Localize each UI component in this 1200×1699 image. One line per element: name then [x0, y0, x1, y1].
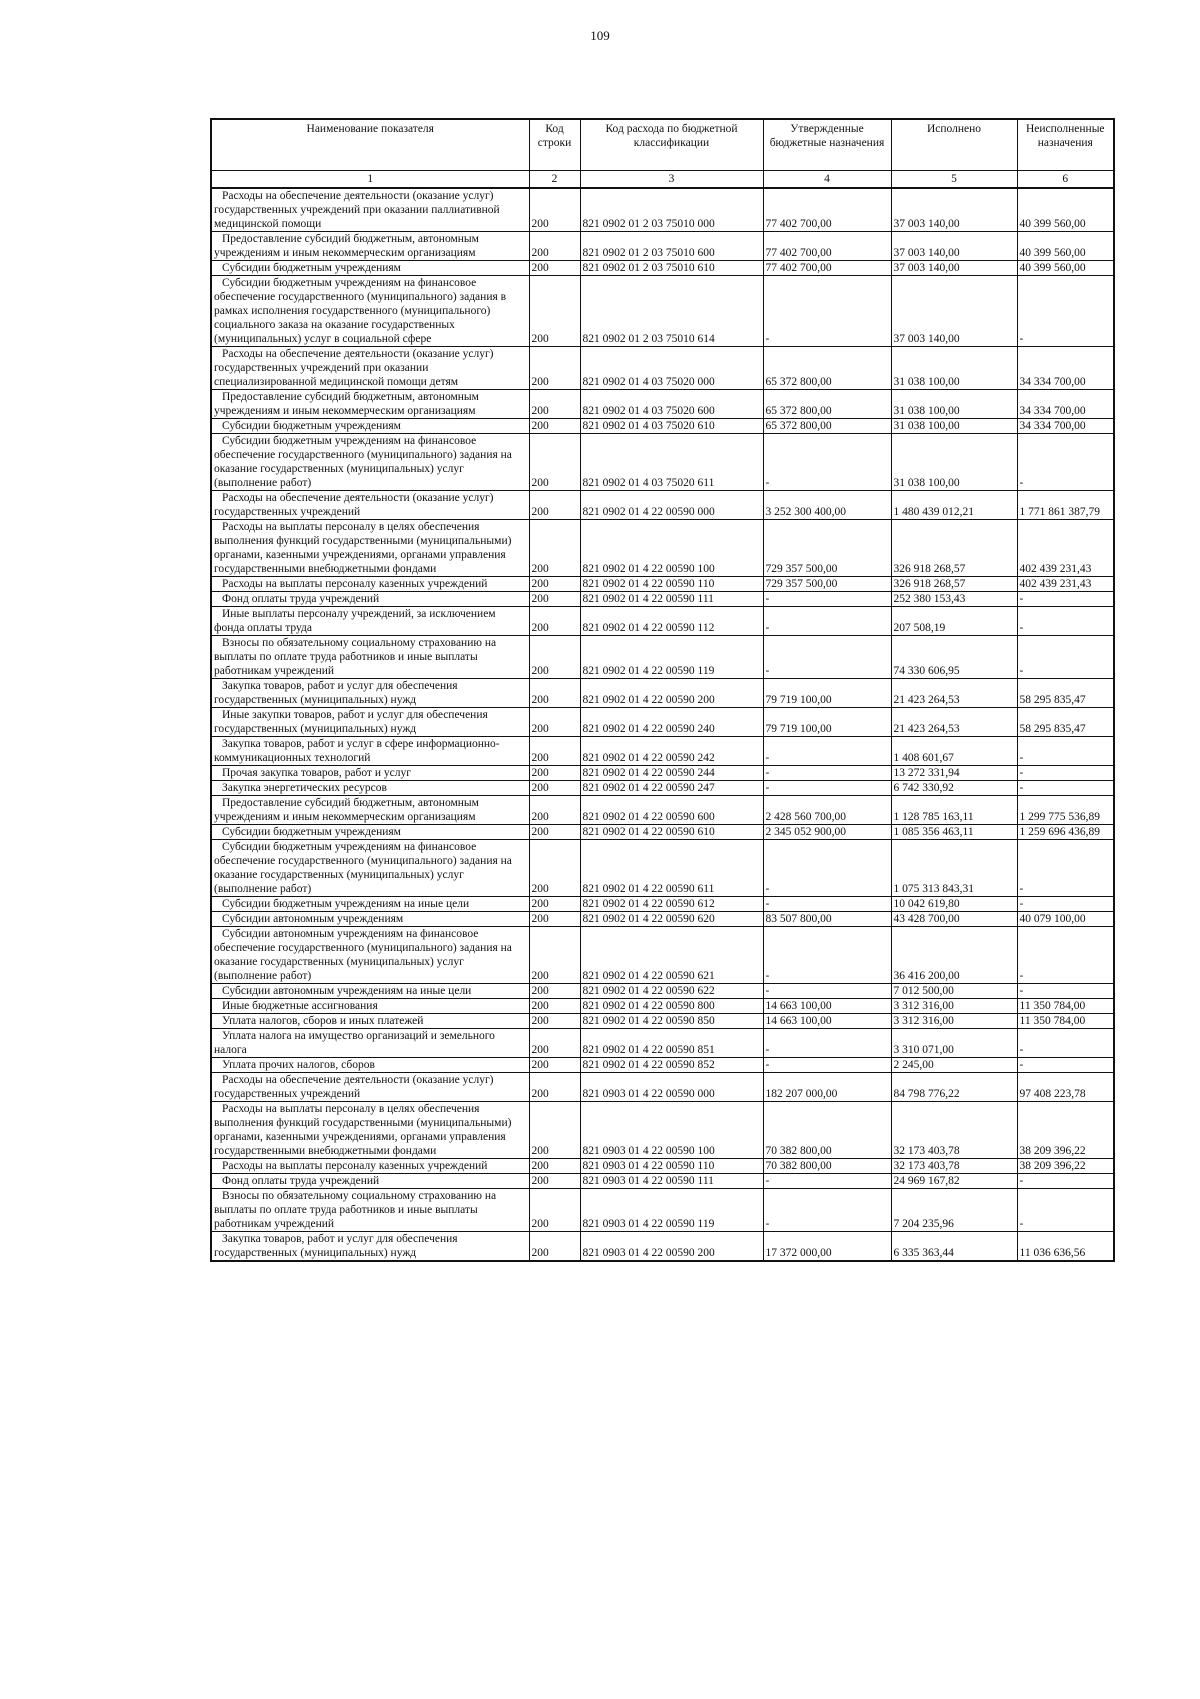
row-executed-cell: 37 003 140,00: [891, 276, 1017, 347]
row-unexecuted-cell: -: [1017, 840, 1114, 897]
table-row: [211, 796, 1114, 825]
table-row: [211, 1058, 1114, 1073]
row-unexecuted-cell: 40 399 560,00: [1017, 232, 1114, 261]
row-name-cell: Расходы на обеспечение деятельности (оказание услуг) государственных учреждений при оказании паллиативной медицинской помощи: [211, 188, 529, 232]
row-name-cell: Закупка товаров, работ и услуг в сфере информационно-коммуникационных технологий: [211, 737, 529, 766]
row-executed-cell: 2 245,00: [891, 1058, 1017, 1073]
row-name-cell: Предоставление субсидий бюджетным, автономным учреждениям и иным некоммерческим организациям: [211, 232, 529, 261]
column-header-executed: Исполнено: [891, 119, 1017, 171]
row-name-cell: Иные выплаты персоналу учреждений, за исключением фонда оплаты труда: [211, 607, 529, 636]
budget-execution-table: [210, 118, 1115, 1262]
row-code-cell: 200: [529, 1174, 580, 1189]
row-kbk-cell: 821 0903 01 4 22 00590 100: [580, 1102, 763, 1159]
row-code-cell: 200: [529, 636, 580, 679]
row-kbk-cell: 821 0903 01 4 22 00590 119: [580, 1189, 763, 1232]
row-kbk-cell: 821 0902 01 4 22 00590 110: [580, 577, 763, 592]
row-unexecuted-cell: -: [1017, 276, 1114, 347]
row-unexecuted-cell: -: [1017, 434, 1114, 491]
table-row: [211, 1159, 1114, 1174]
row-approved-cell: -: [763, 434, 891, 491]
row-unexecuted-cell: -: [1017, 1174, 1114, 1189]
row-kbk-cell: 821 0902 01 4 22 00590 240: [580, 708, 763, 737]
row-kbk-cell: 821 0902 01 2 03 75010 610: [580, 261, 763, 276]
row-name-cell: Прочая закупка товаров, работ и услуг: [211, 766, 529, 781]
row-approved-cell: 77 402 700,00: [763, 232, 891, 261]
table-row: [211, 1189, 1114, 1232]
row-code-cell: 200: [529, 1102, 580, 1159]
row-kbk-cell: 821 0902 01 4 22 00590 200: [580, 679, 763, 708]
table-row: [211, 434, 1114, 491]
row-kbk-cell: 821 0902 01 4 22 00590 612: [580, 897, 763, 912]
row-name-cell: Фонд оплаты труда учреждений: [211, 592, 529, 607]
table-row: [211, 232, 1114, 261]
row-code-cell: 200: [529, 927, 580, 984]
row-name-cell: Иные бюджетные ассигнования: [211, 999, 529, 1014]
row-code-cell: 200: [529, 737, 580, 766]
row-unexecuted-cell: -: [1017, 607, 1114, 636]
row-name-cell: Уплата налога на имущество организаций и земельного налога: [211, 1029, 529, 1058]
row-name-cell: Фонд оплаты труда учреждений: [211, 1174, 529, 1189]
row-kbk-cell: 821 0902 01 2 03 75010 000: [580, 188, 763, 232]
row-approved-cell: 70 382 800,00: [763, 1102, 891, 1159]
row-executed-cell: 7 204 235,96: [891, 1189, 1017, 1232]
row-kbk-cell: 821 0902 01 2 03 75010 614: [580, 276, 763, 347]
row-name-cell: Субсидии бюджетным учреждениям на финансовое обеспечение государственного (муниципального) задания в рамках исполнения государственного (муниципального) социального заказа на оказание государственных (муниципальных) услуг в социальной сфере: [211, 276, 529, 347]
row-kbk-cell: 821 0902 01 4 22 00590 244: [580, 766, 763, 781]
row-code-cell: 200: [529, 825, 580, 840]
row-executed-cell: 32 173 403,78: [891, 1159, 1017, 1174]
row-code-cell: 200: [529, 999, 580, 1014]
row-executed-cell: 7 012 500,00: [891, 984, 1017, 999]
row-code-cell: 200: [529, 912, 580, 927]
row-approved-cell: 729 357 500,00: [763, 520, 891, 577]
table-row: [211, 1232, 1114, 1262]
row-unexecuted-cell: -: [1017, 1029, 1114, 1058]
row-approved-cell: -: [763, 276, 891, 347]
column-number: 4: [763, 171, 891, 189]
row-unexecuted-cell: 402 439 231,43: [1017, 520, 1114, 577]
row-name-cell: Расходы на выплаты персоналу в целях обеспечения выполнения функций государственными (муниципальными) органами, казенными учреждениями, органами управления государственными внебюджетными фондами: [211, 1102, 529, 1159]
row-code-cell: 200: [529, 1014, 580, 1029]
row-kbk-cell: 821 0902 01 4 22 00590 611: [580, 840, 763, 897]
row-approved-cell: 3 252 300 400,00: [763, 491, 891, 520]
table-row: [211, 607, 1114, 636]
row-approved-cell: 65 372 800,00: [763, 419, 891, 434]
row-name-cell: Закупка товаров, работ и услуг для обеспечения государственных (муниципальных) нужд: [211, 1232, 529, 1262]
row-unexecuted-cell: 34 334 700,00: [1017, 419, 1114, 434]
row-unexecuted-cell: -: [1017, 897, 1114, 912]
column-number: 1: [211, 171, 529, 189]
row-executed-cell: 31 038 100,00: [891, 390, 1017, 419]
table-row: [211, 520, 1114, 577]
row-name-cell: Взносы по обязательному социальному страхованию на выплаты по оплате труда работников и иные выплаты работникам учреждений: [211, 636, 529, 679]
row-unexecuted-cell: -: [1017, 781, 1114, 796]
row-approved-cell: 65 372 800,00: [763, 347, 891, 390]
row-name-cell: Предоставление субсидий бюджетным, автономным учреждениям и иным некоммерческим организациям: [211, 796, 529, 825]
row-executed-cell: 6 335 363,44: [891, 1232, 1017, 1262]
table-row: [211, 912, 1114, 927]
row-unexecuted-cell: -: [1017, 984, 1114, 999]
table-row: [211, 1029, 1114, 1058]
row-name-cell: Расходы на обеспечение деятельности (оказание услуг) государственных учреждений: [211, 491, 529, 520]
row-code-cell: 200: [529, 1232, 580, 1262]
table-row: [211, 737, 1114, 766]
row-kbk-cell: 821 0902 01 4 22 00590 620: [580, 912, 763, 927]
table-row: [211, 592, 1114, 607]
table-row: [211, 825, 1114, 840]
row-code-cell: 200: [529, 679, 580, 708]
table-body: [211, 188, 1114, 1261]
row-executed-cell: 10 042 619,80: [891, 897, 1017, 912]
row-executed-cell: 1 408 601,67: [891, 737, 1017, 766]
row-executed-cell: 32 173 403,78: [891, 1102, 1017, 1159]
row-unexecuted-cell: -: [1017, 1058, 1114, 1073]
column-number: 6: [1017, 171, 1114, 189]
table-row: [211, 679, 1114, 708]
row-approved-cell: 14 663 100,00: [763, 1014, 891, 1029]
row-kbk-cell: 821 0902 01 4 22 00590 100: [580, 520, 763, 577]
row-executed-cell: 84 798 776,22: [891, 1073, 1017, 1102]
row-executed-cell: 252 380 153,43: [891, 592, 1017, 607]
table-row: [211, 347, 1114, 390]
row-name-cell: Субсидии бюджетным учреждениям: [211, 261, 529, 276]
row-code-cell: 200: [529, 1058, 580, 1073]
row-approved-cell: -: [763, 1174, 891, 1189]
row-approved-cell: 65 372 800,00: [763, 390, 891, 419]
row-executed-cell: 21 423 264,53: [891, 679, 1017, 708]
row-name-cell: Закупка энергетических ресурсов: [211, 781, 529, 796]
row-unexecuted-cell: -: [1017, 927, 1114, 984]
row-kbk-cell: 821 0902 01 4 22 00590 247: [580, 781, 763, 796]
row-unexecuted-cell: 40 399 560,00: [1017, 188, 1114, 232]
column-header-approved: Утвержденные бюджетные назначения: [763, 119, 891, 171]
column-header-unexecuted: Неисполненные назначения: [1017, 119, 1114, 171]
table-row: [211, 1073, 1114, 1102]
row-code-cell: 200: [529, 1189, 580, 1232]
row-code-cell: 200: [529, 419, 580, 434]
row-name-cell: Субсидии автономным учреждениям на иные цели: [211, 984, 529, 999]
table-row: [211, 999, 1114, 1014]
row-unexecuted-cell: 1 259 696 436,89: [1017, 825, 1114, 840]
row-approved-cell: 70 382 800,00: [763, 1159, 891, 1174]
row-executed-cell: 31 038 100,00: [891, 347, 1017, 390]
row-executed-cell: 31 038 100,00: [891, 434, 1017, 491]
row-name-cell: Предоставление субсидий бюджетным, автономным учреждениям и иным некоммерческим организациям: [211, 390, 529, 419]
column-number-row: [211, 171, 1114, 189]
row-name-cell: Расходы на обеспечение деятельности (оказание услуг) государственных учреждений: [211, 1073, 529, 1102]
row-approved-cell: -: [763, 737, 891, 766]
row-unexecuted-cell: -: [1017, 592, 1114, 607]
row-approved-cell: -: [763, 1189, 891, 1232]
row-code-cell: 200: [529, 766, 580, 781]
row-approved-cell: -: [763, 897, 891, 912]
table-row: [211, 491, 1114, 520]
row-executed-cell: 74 330 606,95: [891, 636, 1017, 679]
row-name-cell: Субсидии бюджетным учреждениям на иные цели: [211, 897, 529, 912]
row-unexecuted-cell: 58 295 835,47: [1017, 679, 1114, 708]
row-executed-cell: 3 310 071,00: [891, 1029, 1017, 1058]
row-code-cell: 200: [529, 232, 580, 261]
column-header-code: Код строки: [529, 119, 580, 171]
row-kbk-cell: 821 0903 01 4 22 00590 110: [580, 1159, 763, 1174]
row-unexecuted-cell: -: [1017, 1189, 1114, 1232]
row-code-cell: 200: [529, 434, 580, 491]
row-code-cell: 200: [529, 520, 580, 577]
row-name-cell: Субсидии бюджетным учреждениям: [211, 825, 529, 840]
row-code-cell: 200: [529, 1029, 580, 1058]
row-approved-cell: -: [763, 840, 891, 897]
row-executed-cell: 37 003 140,00: [891, 261, 1017, 276]
table-row: [211, 261, 1114, 276]
row-executed-cell: 37 003 140,00: [891, 188, 1017, 232]
row-code-cell: 200: [529, 1159, 580, 1174]
row-approved-cell: -: [763, 1058, 891, 1073]
row-approved-cell: -: [763, 766, 891, 781]
row-unexecuted-cell: 38 209 396,22: [1017, 1159, 1114, 1174]
row-name-cell: Субсидии автономным учреждениям: [211, 912, 529, 927]
row-approved-cell: -: [763, 607, 891, 636]
row-code-cell: 200: [529, 276, 580, 347]
table-row: [211, 390, 1114, 419]
row-executed-cell: 1 075 313 843,31: [891, 840, 1017, 897]
row-approved-cell: 2 428 560 700,00: [763, 796, 891, 825]
row-unexecuted-cell: 40 079 100,00: [1017, 912, 1114, 927]
column-number: 3: [580, 171, 763, 189]
row-unexecuted-cell: 1 299 775 536,89: [1017, 796, 1114, 825]
row-kbk-cell: 821 0902 01 4 03 75020 610: [580, 419, 763, 434]
row-approved-cell: -: [763, 592, 891, 607]
table-row: [211, 276, 1114, 347]
row-approved-cell: -: [763, 1029, 891, 1058]
row-kbk-cell: 821 0903 01 4 22 00590 000: [580, 1073, 763, 1102]
column-header-kbk: Код расхода по бюджетной классификации: [580, 119, 763, 171]
row-code-cell: 200: [529, 781, 580, 796]
row-approved-cell: 79 719 100,00: [763, 708, 891, 737]
row-kbk-cell: 821 0902 01 4 22 00590 600: [580, 796, 763, 825]
row-approved-cell: 2 345 052 900,00: [763, 825, 891, 840]
row-code-cell: 200: [529, 577, 580, 592]
table-row: [211, 840, 1114, 897]
column-header-name: Наименование показателя: [211, 119, 529, 171]
row-name-cell: Расходы на обеспечение деятельности (оказание услуг) государственных учреждений при оказании специализированной медицинской помощи детям: [211, 347, 529, 390]
row-name-cell: Субсидии бюджетным учреждениям: [211, 419, 529, 434]
row-executed-cell: 1 480 439 012,21: [891, 491, 1017, 520]
table-row: [211, 188, 1114, 232]
table-row: [211, 419, 1114, 434]
row-name-cell: Субсидии бюджетным учреждениям на финансовое обеспечение государственного (муниципального) задания на оказание государственных (муниципальных) услуг (выполнение работ): [211, 434, 529, 491]
table-row: [211, 927, 1114, 984]
row-approved-cell: 79 719 100,00: [763, 679, 891, 708]
table-header: [211, 119, 1114, 188]
table-row: [211, 1014, 1114, 1029]
row-name-cell: Уплата налогов, сборов и иных платежей: [211, 1014, 529, 1029]
row-unexecuted-cell: 11 350 784,00: [1017, 999, 1114, 1014]
row-name-cell: Закупка товаров, работ и услуг для обеспечения государственных (муниципальных) нужд: [211, 679, 529, 708]
row-name-cell: Субсидии бюджетным учреждениям на финансовое обеспечение государственного (муниципального) задания на оказание государственных (муниципальных) услуг (выполнение работ): [211, 840, 529, 897]
row-unexecuted-cell: 11 036 636,56: [1017, 1232, 1114, 1262]
table-row: [211, 1174, 1114, 1189]
row-executed-cell: 24 969 167,82: [891, 1174, 1017, 1189]
row-kbk-cell: 821 0902 01 4 22 00590 242: [580, 737, 763, 766]
row-unexecuted-cell: 34 334 700,00: [1017, 347, 1114, 390]
row-name-cell: Субсидии автономным учреждениям на финансовое обеспечение государственного (муниципального) задания на оказание государственных (муниципальных) услуг (выполнение работ): [211, 927, 529, 984]
row-executed-cell: 43 428 700,00: [891, 912, 1017, 927]
row-name-cell: Иные закупки товаров, работ и услуг для обеспечения государственных (муниципальных) нужд: [211, 708, 529, 737]
row-approved-cell: 17 372 000,00: [763, 1232, 891, 1262]
row-unexecuted-cell: -: [1017, 766, 1114, 781]
column-header-row: [211, 119, 1114, 171]
row-code-cell: 200: [529, 188, 580, 232]
row-executed-cell: 21 423 264,53: [891, 708, 1017, 737]
row-unexecuted-cell: 34 334 700,00: [1017, 390, 1114, 419]
row-approved-cell: 14 663 100,00: [763, 999, 891, 1014]
row-kbk-cell: 821 0902 01 4 22 00590 111: [580, 592, 763, 607]
row-executed-cell: 37 003 140,00: [891, 232, 1017, 261]
row-approved-cell: 729 357 500,00: [763, 577, 891, 592]
row-executed-cell: 1 085 356 463,11: [891, 825, 1017, 840]
row-approved-cell: 83 507 800,00: [763, 912, 891, 927]
row-executed-cell: 13 272 331,94: [891, 766, 1017, 781]
row-code-cell: 200: [529, 347, 580, 390]
row-executed-cell: 31 038 100,00: [891, 419, 1017, 434]
row-code-cell: 200: [529, 390, 580, 419]
row-approved-cell: 77 402 700,00: [763, 261, 891, 276]
row-code-cell: 200: [529, 984, 580, 999]
row-code-cell: 200: [529, 897, 580, 912]
row-unexecuted-cell: 97 408 223,78: [1017, 1073, 1114, 1102]
row-kbk-cell: 821 0902 01 4 22 00590 610: [580, 825, 763, 840]
row-kbk-cell: 821 0902 01 4 22 00590 000: [580, 491, 763, 520]
row-executed-cell: 36 416 200,00: [891, 927, 1017, 984]
row-kbk-cell: 821 0903 01 4 22 00590 111: [580, 1174, 763, 1189]
row-kbk-cell: 821 0902 01 4 03 75020 600: [580, 390, 763, 419]
row-kbk-cell: 821 0902 01 2 03 75010 600: [580, 232, 763, 261]
row-code-cell: 200: [529, 607, 580, 636]
row-kbk-cell: 821 0902 01 4 22 00590 112: [580, 607, 763, 636]
row-code-cell: 200: [529, 261, 580, 276]
row-approved-cell: -: [763, 781, 891, 796]
page-number: 109: [590, 28, 610, 43]
row-unexecuted-cell: 11 350 784,00: [1017, 1014, 1114, 1029]
column-number: 5: [891, 171, 1017, 189]
row-executed-cell: 326 918 268,57: [891, 520, 1017, 577]
row-kbk-cell: 821 0902 01 4 03 75020 000: [580, 347, 763, 390]
column-number: 2: [529, 171, 580, 189]
row-unexecuted-cell: -: [1017, 737, 1114, 766]
row-name-cell: Расходы на выплаты персоналу в целях обеспечения выполнения функций государственными (муниципальными) органами, казенными учреждениями, органами управления государственными внебюджетными фондами: [211, 520, 529, 577]
row-executed-cell: 326 918 268,57: [891, 577, 1017, 592]
row-kbk-cell: 821 0902 01 4 22 00590 851: [580, 1029, 763, 1058]
row-approved-cell: 182 207 000,00: [763, 1073, 891, 1102]
row-unexecuted-cell: 1 771 861 387,79: [1017, 491, 1114, 520]
table-row: [211, 984, 1114, 999]
table-row: [211, 577, 1114, 592]
row-unexecuted-cell: 58 295 835,47: [1017, 708, 1114, 737]
table-row: [211, 897, 1114, 912]
row-code-cell: 200: [529, 592, 580, 607]
row-code-cell: 200: [529, 840, 580, 897]
row-executed-cell: 6 742 330,92: [891, 781, 1017, 796]
row-unexecuted-cell: -: [1017, 636, 1114, 679]
row-executed-cell: 3 312 316,00: [891, 999, 1017, 1014]
row-kbk-cell: 821 0903 01 4 22 00590 200: [580, 1232, 763, 1262]
row-code-cell: 200: [529, 491, 580, 520]
row-kbk-cell: 821 0902 01 4 22 00590 621: [580, 927, 763, 984]
row-unexecuted-cell: 40 399 560,00: [1017, 261, 1114, 276]
row-kbk-cell: 821 0902 01 4 03 75020 611: [580, 434, 763, 491]
table-row: [211, 708, 1114, 737]
row-name-cell: Расходы на выплаты персоналу казенных учреждений: [211, 577, 529, 592]
table-row: [211, 1102, 1114, 1159]
row-code-cell: 200: [529, 708, 580, 737]
row-name-cell: Расходы на выплаты персоналу казенных учреждений: [211, 1159, 529, 1174]
row-approved-cell: -: [763, 984, 891, 999]
row-unexecuted-cell: 402 439 231,43: [1017, 577, 1114, 592]
row-executed-cell: 207 508,19: [891, 607, 1017, 636]
row-kbk-cell: 821 0902 01 4 22 00590 852: [580, 1058, 763, 1073]
row-approved-cell: -: [763, 636, 891, 679]
row-approved-cell: -: [763, 927, 891, 984]
row-name-cell: Уплата прочих налогов, сборов: [211, 1058, 529, 1073]
row-executed-cell: 3 312 316,00: [891, 1014, 1017, 1029]
row-kbk-cell: 821 0902 01 4 22 00590 850: [580, 1014, 763, 1029]
table-row: [211, 636, 1114, 679]
row-kbk-cell: 821 0902 01 4 22 00590 622: [580, 984, 763, 999]
row-kbk-cell: 821 0902 01 4 22 00590 119: [580, 636, 763, 679]
row-code-cell: 200: [529, 1073, 580, 1102]
row-approved-cell: 77 402 700,00: [763, 188, 891, 232]
table-row: [211, 781, 1114, 796]
row-code-cell: 200: [529, 796, 580, 825]
row-kbk-cell: 821 0902 01 4 22 00590 800: [580, 999, 763, 1014]
row-name-cell: Взносы по обязательному социальному страхованию на выплаты по оплате труда работников и иные выплаты работникам учреждений: [211, 1189, 529, 1232]
table-row: [211, 766, 1114, 781]
row-unexecuted-cell: 38 209 396,22: [1017, 1102, 1114, 1159]
row-executed-cell: 1 128 785 163,11: [891, 796, 1017, 825]
